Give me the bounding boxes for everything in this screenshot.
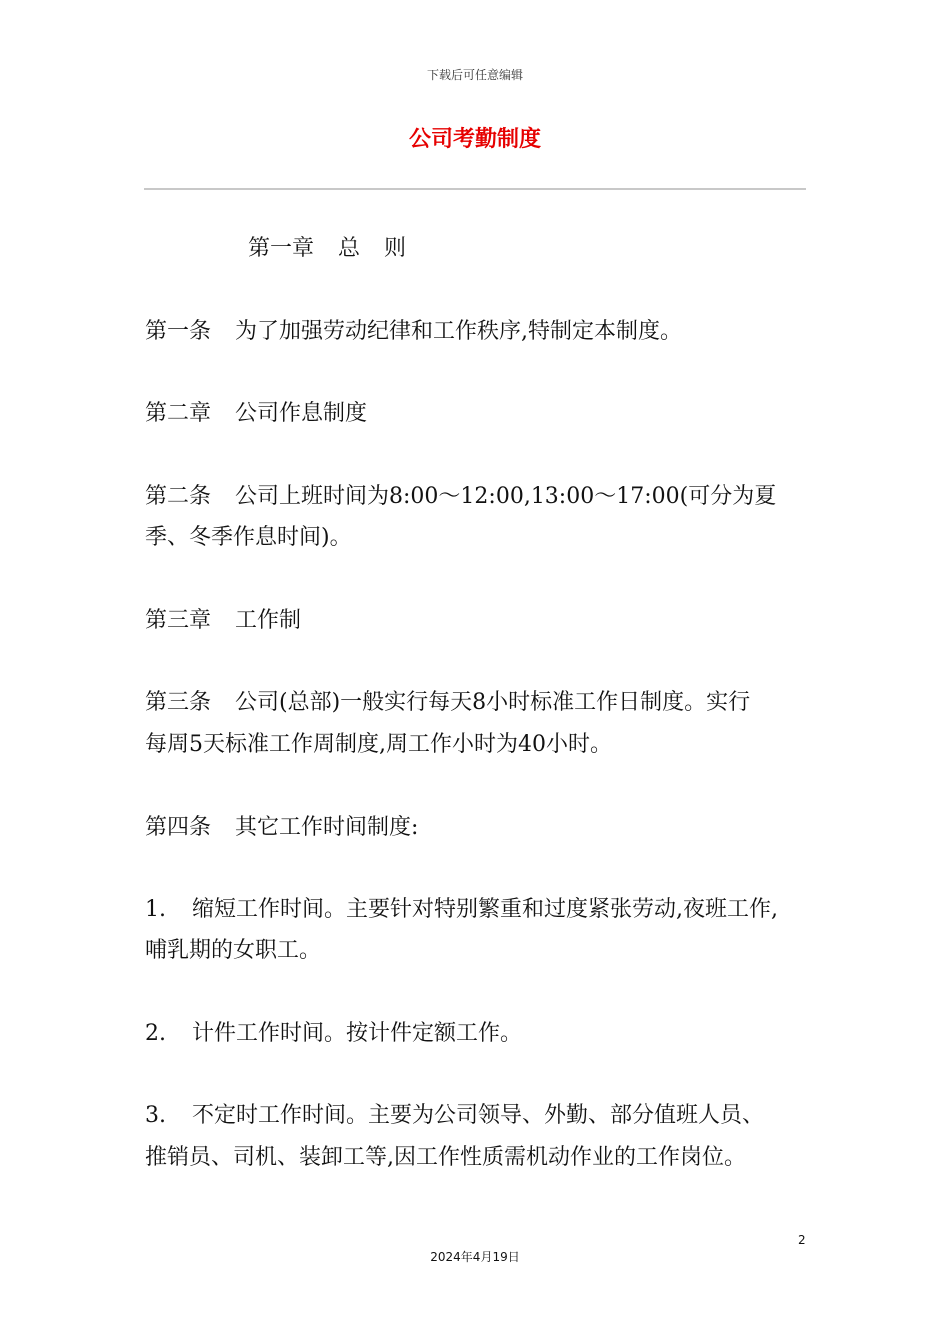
- article-1-text: 为了加强劳动纪律和工作秩序,特制定本制度。: [235, 319, 683, 344]
- article-2-line-2: 季、冬季作息时间)。: [145, 525, 352, 550]
- chapter-1-heading: [248, 234, 406, 264]
- list-item-1-text-1: 缩短工作时间。主要针对特别繁重和过度紧张劳动,夜班工作,: [192, 897, 778, 922]
- article-1-number: 第一条: [145, 319, 212, 344]
- page-number: 2: [798, 1233, 806, 1247]
- article-4-number: 第四条: [145, 815, 212, 840]
- chapter-1-label: 第一章: [248, 236, 315, 261]
- chapter-2-name: 公司作息制度: [235, 401, 368, 426]
- chapter-2-heading: [145, 399, 367, 429]
- list-item-2: [145, 1019, 522, 1049]
- article-2-number: 第二条: [145, 484, 212, 509]
- chapter-1-name-2: 则: [384, 236, 407, 261]
- chapter-2-label: 第二章: [145, 401, 212, 426]
- title-divider: [144, 188, 806, 190]
- document-title: 公司考勤制度: [408, 127, 541, 152]
- list-item-3-text-1: 不定时工作时间。主要为公司领导、外勤、部分值班人员、: [192, 1103, 765, 1128]
- article-2-line-1: [145, 482, 776, 512]
- article-3-number: 第三条: [145, 690, 212, 715]
- list-item-2-text: 计件工作时间。按计件定额工作。: [192, 1021, 523, 1046]
- article-3-text-1: 公司(总部)一般实行每天8小时标准工作日制度。实行: [235, 690, 751, 715]
- list-item-3-number: 3.: [145, 1103, 166, 1128]
- article-3-line-1: [145, 688, 750, 718]
- list-item-2-number: 2.: [145, 1021, 166, 1046]
- chapter-3-label: 第三章: [145, 608, 212, 633]
- chapter-3-name: 工作制: [235, 608, 302, 633]
- footer-date: 2024年4月19日: [430, 1250, 520, 1264]
- article-2-text-1: 公司上班时间为8:00～12:00,13:00～17:00(可分为夏: [235, 484, 777, 509]
- list-item-3-line-2: 推销员、司机、装卸工等,因工作性质需机动作业的工作岗位。: [145, 1145, 746, 1170]
- chapter-3-heading: [145, 606, 301, 636]
- chapter-1-name: 总: [338, 236, 361, 261]
- article-4: [145, 813, 418, 843]
- list-item-3-line-1: [145, 1101, 764, 1131]
- article-4-text: 其它工作时间制度:: [235, 815, 419, 840]
- header-note: 下载后可任意编辑: [426, 68, 523, 82]
- list-item-1-line-1: [145, 895, 778, 925]
- list-item-1-number: 1.: [145, 897, 166, 922]
- list-item-1-line-2: 哺乳期的女职工。: [145, 938, 322, 963]
- article-3-line-2: 每周5天标准工作周制度,周工作小时为40小时。: [145, 732, 612, 757]
- article-1: [145, 317, 682, 347]
